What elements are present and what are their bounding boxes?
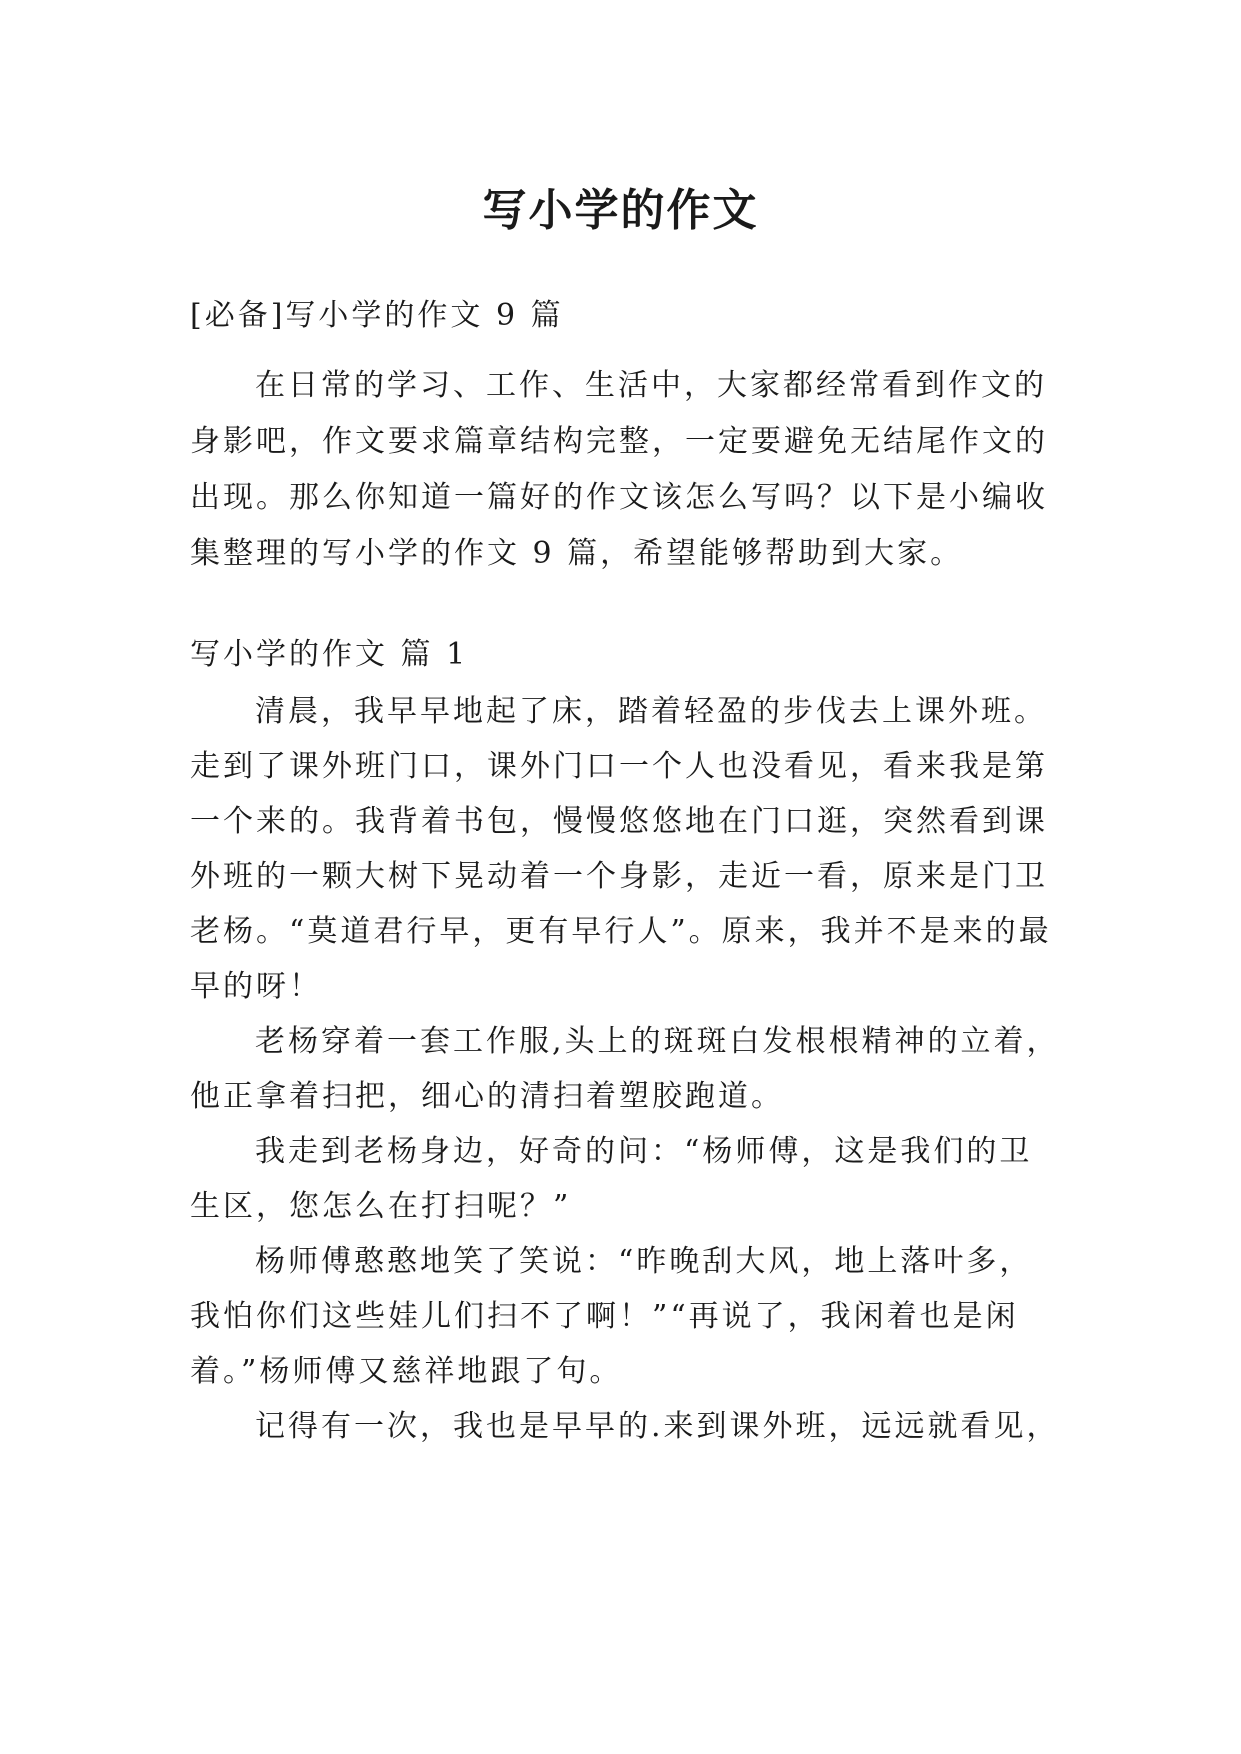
intro-line-1: 在日常的学习、工作、生活中，大家都经常看到作文的 (255, 368, 1047, 403)
body-line-1: 清晨，我早早地起了床，踏着轻盈的步伐去上课外班。 (255, 694, 1047, 729)
document-title: 写小学的作文 (482, 185, 759, 237)
body-line-4: 外班的一颗大树下晃动着一个身影，走近一看，原来是门卫 (190, 859, 1048, 894)
body-line-6: 早的呀！ (190, 969, 322, 1004)
intro-line-3: 出现。那么你知道一篇好的作文该怎么写吗？以下是小编收 (190, 480, 1048, 515)
intro-line-4: 集整理的写小学的作文 9 篇，希望能够帮助到大家。 (190, 536, 964, 571)
body-line-5: 老杨。“莫道君行早，更有早行人”。原来，我并不是来的最 (190, 914, 1052, 949)
body-line-12: 我怕你们这些娃儿们扫不了啊！”“再说了，我闲着也是闲 (190, 1299, 1019, 1334)
body-line-2: 走到了课外班门口，课外门口一个人也没看见，看来我是第 (190, 749, 1048, 784)
body-line-7: 老杨穿着一套工作服,头上的斑斑白发根根精神的立着， (255, 1024, 1060, 1059)
body-line-3: 一个来的。我背着书包，慢慢悠悠地在门口逛，突然看到课 (190, 804, 1048, 839)
body-line-13: 着。”杨师傅又慈祥地跟了句。 (190, 1354, 623, 1389)
body-line-10: 生区，您怎么在打扫呢？” (190, 1189, 572, 1224)
body-line-9: 我走到老杨身边，好奇的问：“杨师傅，这是我们的卫 (255, 1134, 1033, 1169)
intro-line-2: 身影吧，作文要求篇章结构完整，一定要避免无结尾作文的 (190, 424, 1048, 459)
body-line-14: 记得有一次，我也是早早的.来到课外班，远远就看见， (255, 1409, 1060, 1444)
section-heading-1: 写小学的作文 篇 1 (190, 637, 469, 672)
document-subtitle: [必备]写小学的作文 9 篇 (190, 298, 564, 333)
body-line-11: 杨师傅憨憨地笑了笑说：“昨晚刮大风，地上落叶多， (255, 1244, 1033, 1279)
body-line-8: 他正拿着扫把，细心的清扫着塑胶跑道。 (190, 1079, 784, 1114)
